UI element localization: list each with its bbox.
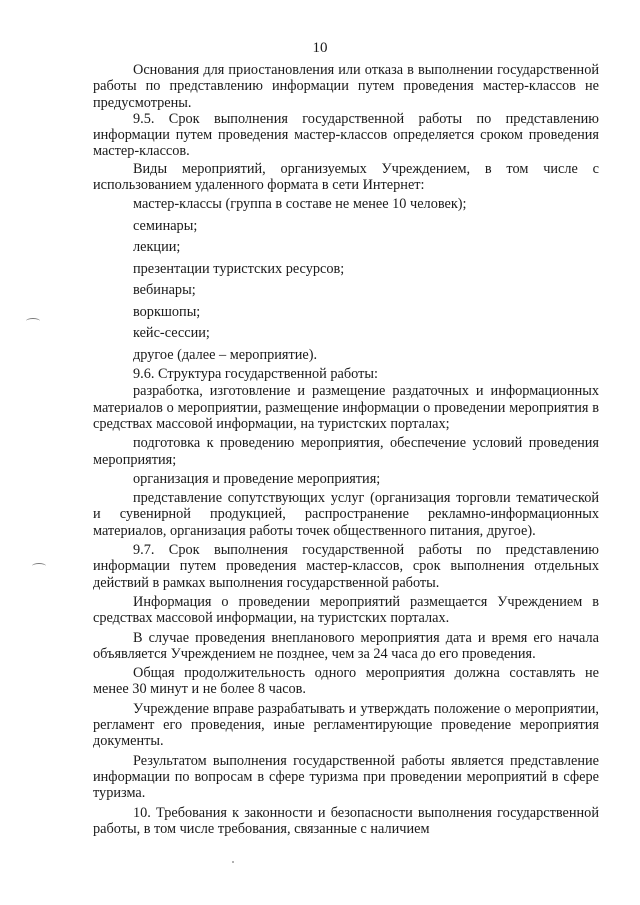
paragraph-regulations: Учреждение вправе разрабатывать и утверждать положение о мероприятии, регламент его проведения, иные регламентирующие проведение мероприятия документы. <box>93 700 599 750</box>
paragraph-unscheduled-event: В случае проведения внепланового мероприятия дата и время его начала объявляется Учреждением не позднее, чем за 24 часа до его проведения. <box>93 629 599 662</box>
paragraph-suspension-grounds: Основания для приостановления или отказа в выполнении государственной работы по представлению информации путем проведения мастер-классов не предусмотрены. <box>93 62 599 111</box>
document-body <box>93 62 599 837</box>
paragraph-9-7-term: 9.7. Срок выполнения государственной работы по представлению информации путем проведения мастер-классов, срок выполнения отдельных действий в рамках выполнения государственной работы. <box>93 542 599 591</box>
list-item: другое (далее – мероприятие). <box>133 346 318 363</box>
punch-hole-mark-top <box>26 318 40 324</box>
paragraph-9-5-term: 9.5. Срок выполнения государственной работы по представлению информации путем проведения мастер-классов определяется сроком проведения мастер-классов. <box>93 110 599 160</box>
punch-hole-mark-bottom <box>32 563 46 569</box>
list-item: вебинары; <box>133 282 196 299</box>
structure-item: представление сопутствующих услуг (организация торговли тематической и сувенирной продукцией, распространение рекламно-информационных материалов, организация работы точек общественного питания, другое). <box>93 490 599 539</box>
structure-item: подготовка к проведению мероприятия, обеспечение условий проведения мероприятия; <box>93 435 599 468</box>
list-item: лекции; <box>133 239 181 256</box>
paragraph-10-requirements: 10. Требования к законности и безопасности выполнения государственной работы, в том числе требования, связанные с наличием <box>93 804 599 837</box>
paragraph-result: Результатом выполнения государственной работы является представление информации по вопросам в сфере туризма при проведении мероприятий в сфере туризма. <box>93 752 599 802</box>
scan-speck <box>232 861 234 863</box>
paragraph-duration: Общая продолжительность одного мероприятия должна составлять не менее 30 минут и не более 8 часов. <box>93 665 599 698</box>
structure-item: организация и проведение мероприятия; <box>133 470 381 487</box>
section-9-6-heading: 9.6. Структура государственной работы: <box>133 366 378 383</box>
list-item: воркшопы; <box>133 303 201 320</box>
page-number: 10 <box>312 40 328 56</box>
list-item: презентации туристских ресурсов; <box>133 260 345 277</box>
event-types-list <box>93 194 599 366</box>
paragraph-info-placement: Информация о проведении мероприятий размещается Учреждением в средствах массовой информации, на туристских порталах. <box>93 593 599 627</box>
structure-item: разработка, изготовление и размещение раздаточных и информационных материалов о мероприятии, размещение информации о проведении мероприятия в средствах массовой информации, на туристских порталах; <box>93 383 599 432</box>
list-item: кейс-сессии; <box>133 325 210 342</box>
paragraph-event-kinds-intro: Виды мероприятий, организуемых Учреждением, в том числе с использованием удаленного формата в сети Интернет: <box>93 160 599 194</box>
list-item: семинары; <box>133 217 198 234</box>
list-item: мастер-классы (группа в составе не менее 10 человек); <box>133 196 467 213</box>
